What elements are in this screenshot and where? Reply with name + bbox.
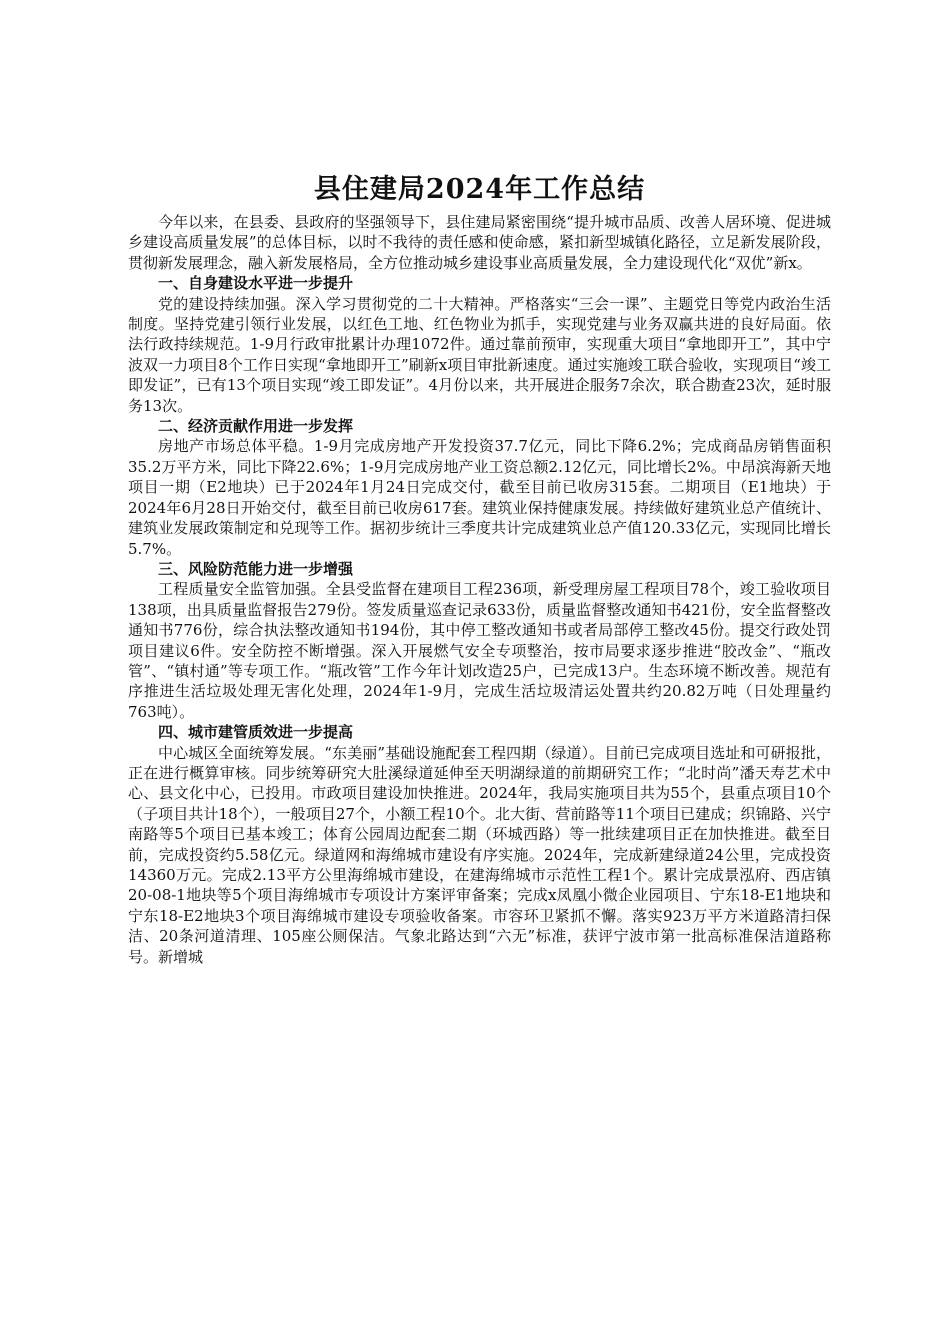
document-page bbox=[128, 170, 831, 967]
section-heading-2: 二、经济贡献作用进一步发挥 bbox=[158, 417, 354, 436]
intro-paragraph: 今年以来，在县委、县政府的坚强领导下，县住建局紧密围绕“提升城市品质、改善人居环境、促进城乡建设高质量发展”的总体目标，以时不我待的责任感和使命感，紧扣新型城镇化路径，立足新发展阶段，贯彻新发展理念，融入新发展格局，全方位推动城乡建设事业高质量发展，全力建设现代化“双优”新x。 bbox=[128, 213, 831, 272]
section-heading-1: 一、自身建设水平进一步提升 bbox=[158, 274, 354, 293]
section-body-1: 党的建设持续加强。深入学习贯彻党的二十大精神。严格落实“三会一课”、主题党日等党内政治生活制度。坚持党建引领行业发展，以红色工地、红色物业为抓手，实现党建与业务双赢共进的良好局面。依法行政持续规范。1-9月行政审批累计办理1072件。通过靠前预审，实现重大项目“拿地即开工”，其中宁波双一力项目8个工作日实现“拿地即开工”刷新x项目审批新速度。通过实施竣工联合验收，实现项目“竣工即发证”，已有13个项目实现“竣工即发证”。4月份以来，共开展进企服务7余次，联合勘查23次，延时服务13次。 bbox=[128, 294, 831, 415]
section-body-4: 中心城区全面统筹发展。“东美丽”基础设施配套工程四期（绿道）。目前已完成项目选址和可研报批，正在进行概算审核。同步统筹研究大肚溪绿道延伸至天明湖绿道的前期研究工作；“北时尚”潘天寿艺术中心、县文化中心，已投用。市政项目建设加快推进。2024年，我局实施项目共为55个，县重点项目10个（子项目共计18个），一般项目27个，小额工程10个。北大街、营前路等11个项目已建成；织锦路、兴宁南路等5个项目已基本竣工；体育公园周边配套二期（环城西路）等一批续建项目正在加快推进。截至目前，完成投资约5.58亿元。绿道网和海绵城市建设有序实施。2024年，完成新建绿道24公里，完成投资14360万元。完成2.13平方公里海绵城市建设，在建海绵城市示范性工程1个。累计完成景泓府、西店镇20-08-1地块等5个项目海绵城市专项设计方案评审备案；完成x凤凰小微企业园项目、宁东18-E1地块和宁东18-E2地块3个项目海绵城市建设专项验收备案。市容环卫紧抓不懈。落实923万平方米道路清扫保洁、20条河道清理、105座公厕保洁。气象北路达到“六无”标准，获评宁波市第一批高标准保洁道路称号。新增城 bbox=[128, 743, 831, 966]
section-heading-3: 三、风险防范能力进一步增强 bbox=[158, 559, 354, 578]
section-heading-4: 四、城市建管质效进一步提高 bbox=[158, 723, 354, 742]
section-body-2: 房地产市场总体平稳。1-9月完成房地产开发投资37.7亿元，同比下降6.2%；完成商品房销售面积35.2万平方米，同比下降22.6%；1-9月完成房地产业工资总额2.12亿元，同比增长2%。中昂滨海新天地项目一期（E2地块）已于2024年1月24日完成交付，截至目前已收房315套。二期项目（E1地块）于2024年6月28日开始交付，截至目前已收房617套。建筑业保持健康发展。持续做好建筑业总产值统计、建筑业发展政策制定和兑现等工作。据初步统计三季度共计完成建筑业总产值120.33亿元，实现同比增长5.7%。 bbox=[128, 437, 831, 558]
document-title: 县住建局2024年工作总结 bbox=[313, 174, 646, 205]
section-body-3: 工程质量安全监管加强。全县受监督在建项目工程236项，新受理房屋工程项目78个，竣工验收项目138项，出具质量监督报告279份。签发质量巡查记录633份，质量监督整改通知书421份，安全监督整改通知书776份，综合执法整改通知书194份，其中停工整改通知书或者局部停工整改45份。提交行政处罚项目建议6件。安全防控不断增强。深入开展燃气安全专项整治，按市局要求逐步推进“胶改金”、“瓶改管”、“镇村通”等专项工作。“瓶改管”工作今年计划改造25户，已完成13户。生态环境不断改善。规范有序推进生活垃圾处理无害化处理，2024年1-9月，完成生活垃圾清运处置共约20.82万吨（日处理量约763吨）。 bbox=[128, 580, 831, 721]
